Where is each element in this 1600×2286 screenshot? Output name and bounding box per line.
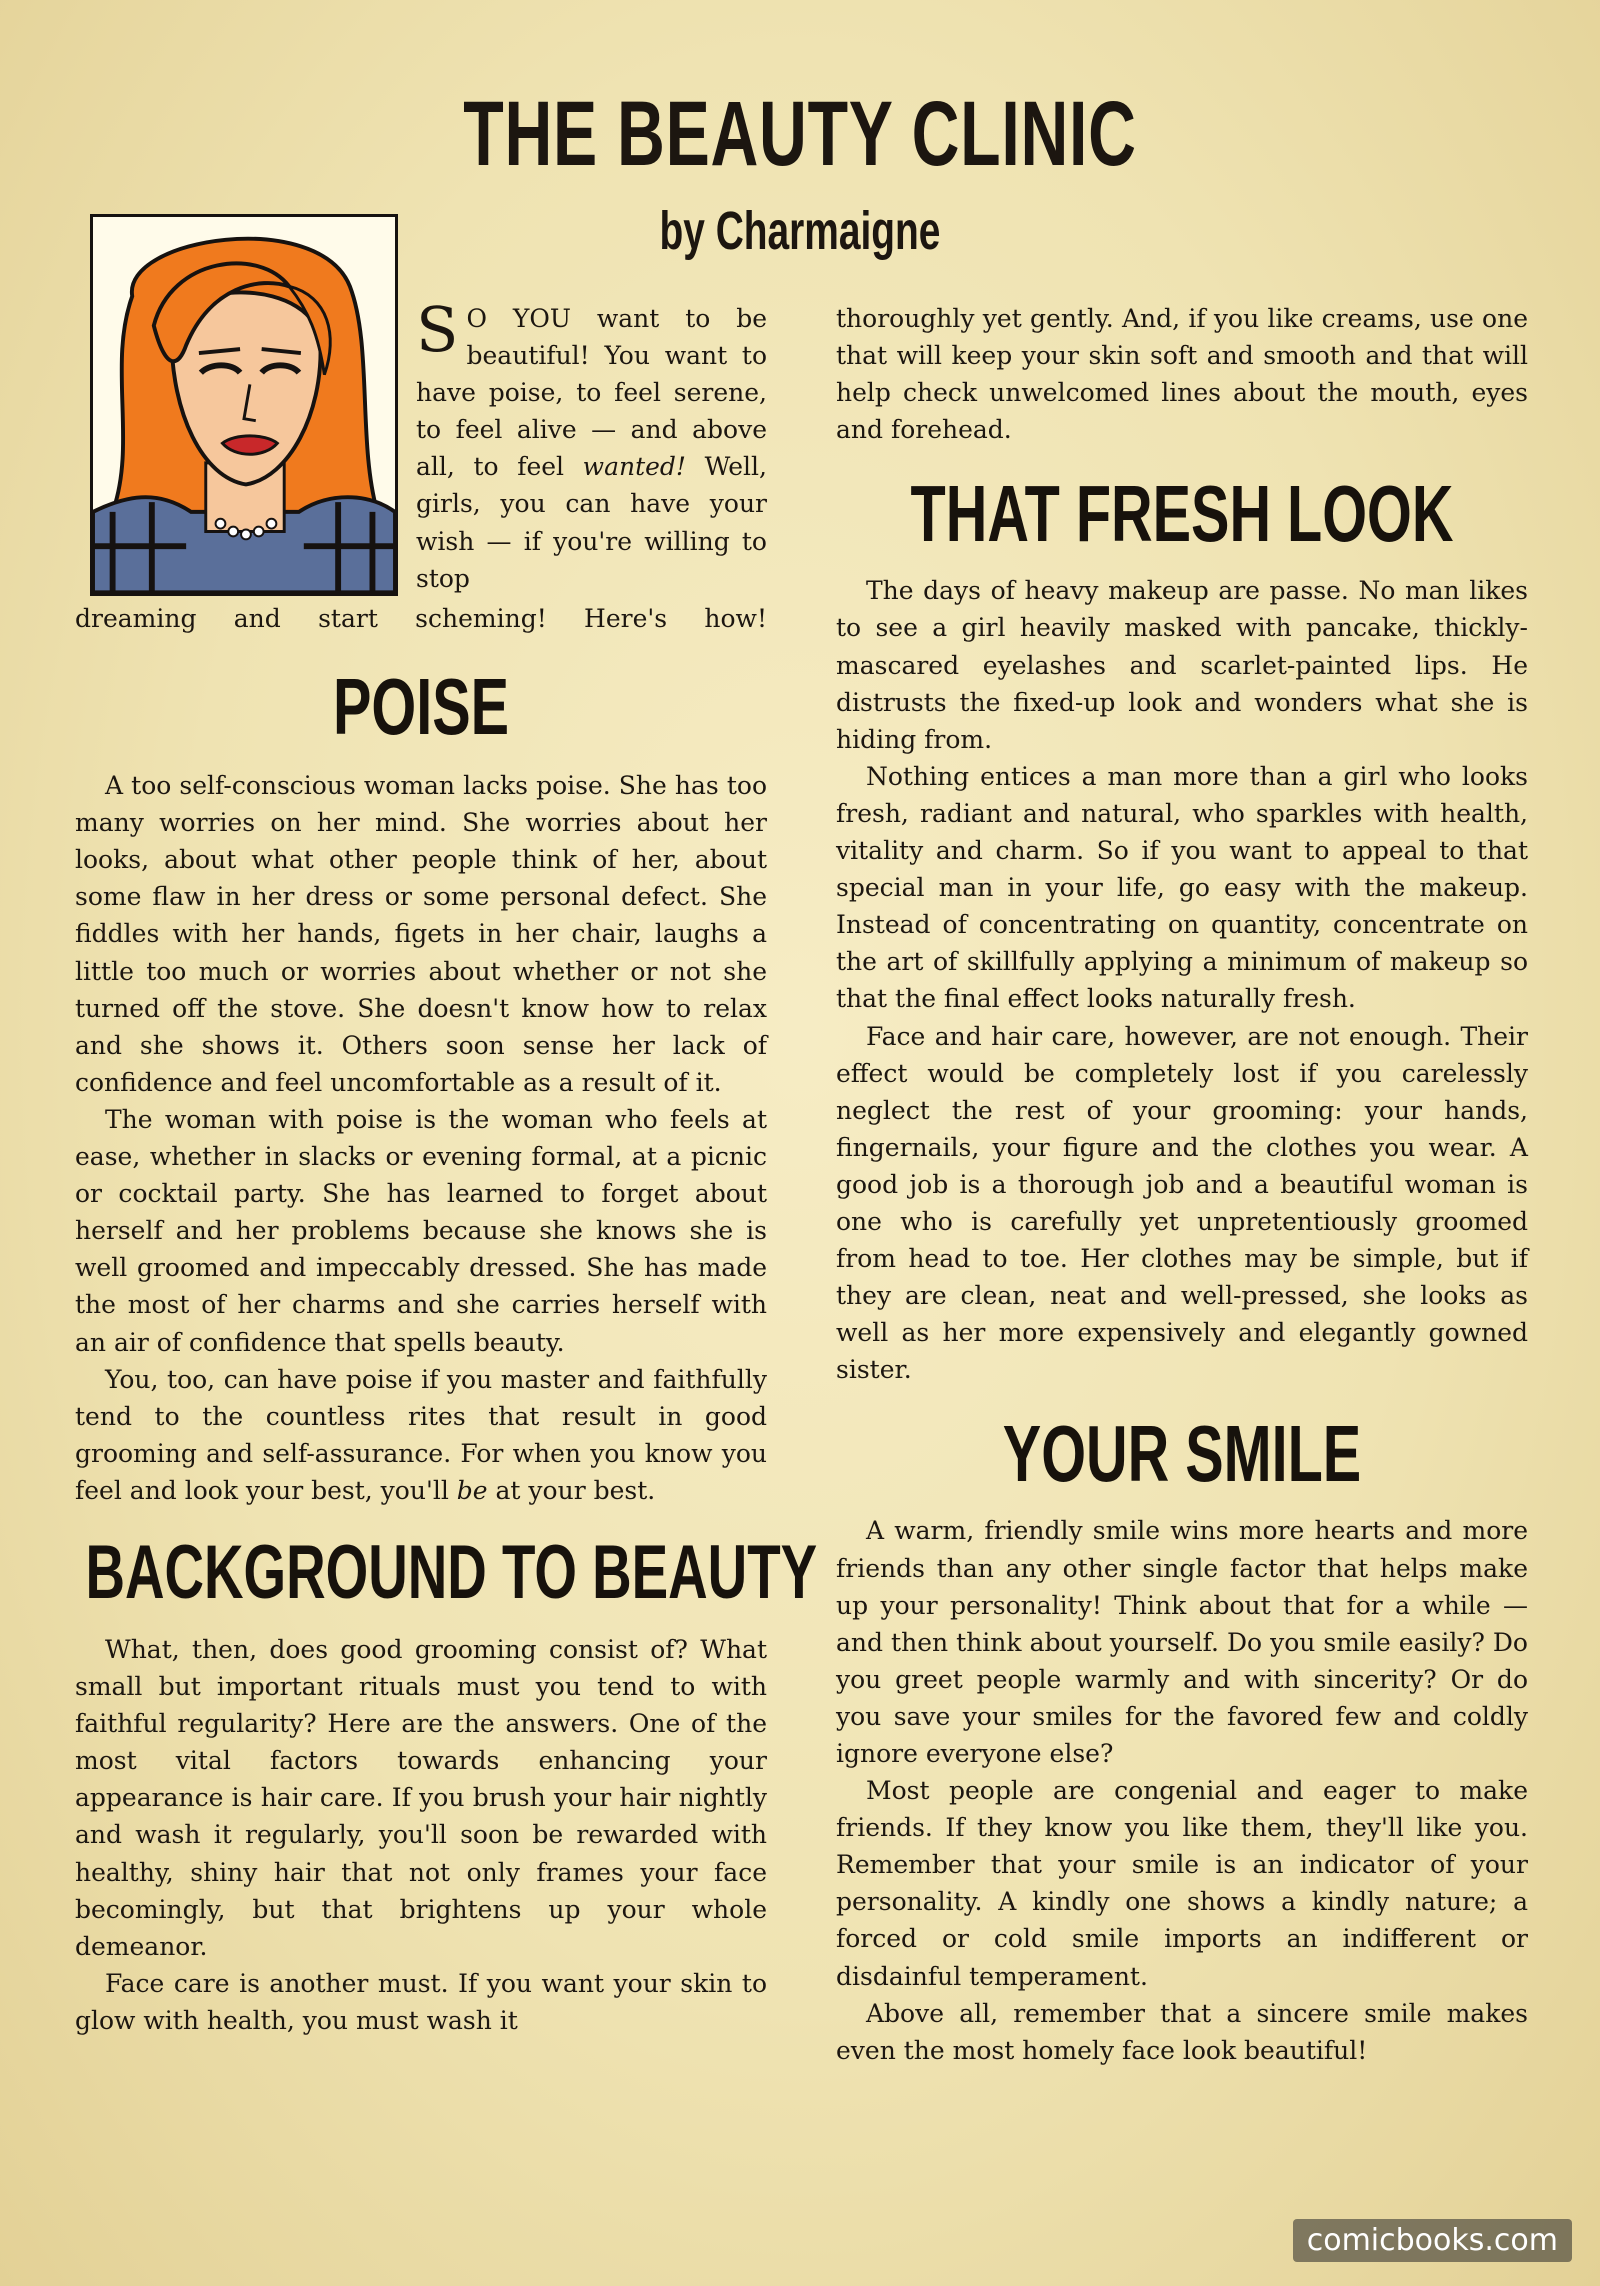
smile-paragraph-1: A warm, friendly smile wins more hearts and more friends than any other single factor that helps make up your personality! Think about that for a while — and then think about yourself. Do you smile easily? Do you greet people warmly and with sincerity? Or do you save your smiles for the favored few and coldly ignore everyone else? [836,1516,1528,1768]
intro-paragraph [416,293,767,597]
background-paragraph-1: What, then, does good grooming consist of? What small but important rituals must you tend to with faithful regularity? Here are the answers. One of the most vital factors towards enhancing your appearance is hair care. If you brush your hair nightly and wash it regularly, you'll soon be rewarded with healthy, shiny hair that not only frames your face becomingly, but that brightens up your whole demeanor. [75,1634,767,1961]
page-title: THE BEAUTY CLINIC [463,83,1137,185]
heading-that-fresh-look: THAT FRESH LOOK [910,469,1454,559]
fresh-paragraph-3: Face and hair care, however, are not enough. Their effect would be completely lost if you carelessly neglect the rest of your grooming: your hands, fingernails, your figure and the clothes you wear. A good job is a thorough job and a beautiful woman is one who is carefully yet unpretentiously groomed from head to toe. Her clothes may be simple, but if they are clean, neat and well-pressed, she looks as well as her more expensively and elegantly gowned sister. [836,1021,1528,1385]
right-column [836,300,1528,2069]
smile-paragraph-2: Most people are congenial and eager to make friends. If they know you like them, they'll like you. Remember that your smile is an indicator of your personality. A kindly one shows a kindly nature; a forced or cold smile imports an indifferent or disdainful temperament. [836,1776,1528,1991]
woman-portrait-illustration [90,214,398,596]
poise-paragraph-3: You, too, can have poise if you master and faithfully tend to the countless rites that result in good grooming and self-assurance. For when you know you feel and look your best, you'll be at your best. [75,1364,767,1505]
portrait-drawing [93,217,395,593]
intro-text: O YOU want to be beautiful! You want to have poise, to feel serene, to feel alive — and above all, to feel wanted! Well, girls, you can have your wish — if you're willing to stop [416,304,767,593]
heading-poise: POISE [332,662,510,752]
left-column [75,600,818,2039]
author-byline: by Charmaigne [659,201,941,261]
drop-cap: S [416,293,459,366]
intro-tail: dreaming and start scheming! Here's how! [75,604,767,633]
fresh-paragraph-2: Nothing entices a man more than a girl who looks fresh, radiant and natural, who sparkles with health, vitality and charm. So if you want to appeal to that special man in your life, go easy with the makeup. Instead of concentrating on quantity, concentrate on the art of skillfully applying a minimum of makeup so that the final effect looks naturally fresh. [836,761,1528,1014]
site-watermark: comicbooks.com [1293,2219,1572,2262]
heading-your-smile: YOUR SMILE [1002,1409,1362,1499]
poise-paragraph-2: The woman with poise is the woman who feels at ease, whether in slacks or evening formal, at a picnic or cocktail party. She has learned to forget about herself and her problems because she knows she is well groomed and impeccably dressed. She has made the most of her charms and she carries herself with an air of confidence that spells beauty. [75,1104,767,1357]
smile-paragraph-3: Above all, remember that a sincere smile makes even the most homely face look beautiful! [836,1998,1528,2065]
continuation-paragraph: thoroughly yet gently. And, if you like creams, use one that will keep your skin soft and smooth and that will help check unwelcomed lines about the mouth, eyes and forehead. [836,304,1528,445]
fresh-paragraph-1: The days of heavy makeup are passe. No man likes to see a girl heavily masked with pancake, thickly-mascared eyelashes and scarlet-painted lips. He distrusts the fixed-up look and wonders what she is hiding from. [836,576,1528,754]
poise-paragraph-1: A too self-conscious woman lacks poise. She has too many worries on her mind. She worries about her looks, about what other people think of her, about some flaw in her dress or some personal defect. She fiddles with her hands, figets in her chair, laughs a little too much or worries about whether or not she turned off the stove. She doesn't know how to relax and she shows it. Others soon sense her lack of confidence and feel uncomfortable as a result of it. [75,771,767,1097]
background-paragraph-2: Face care is another must. If you want your skin to glow with health, you must wash it [75,1968,767,2035]
heading-background-to-beauty: BACKGROUND TO BEAUTY [85,1529,818,1615]
